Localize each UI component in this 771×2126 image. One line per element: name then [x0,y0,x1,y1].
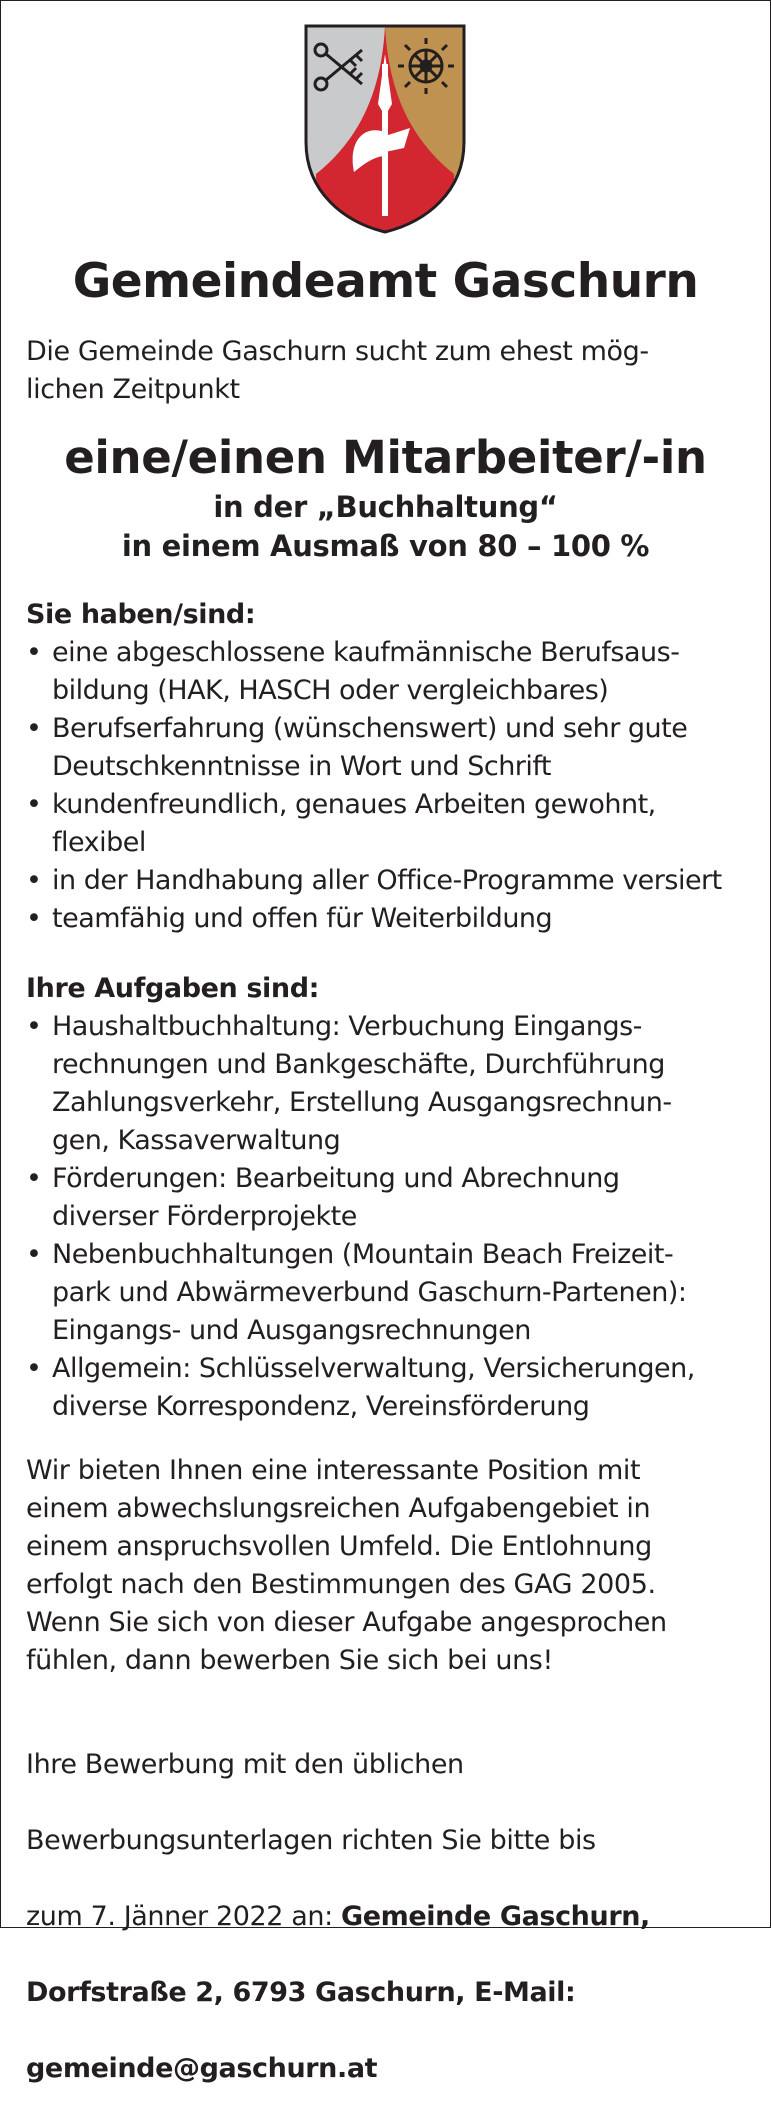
employer-name: Gemeinde Gaschurn, [340,1901,650,1932]
bullet-icon: • [26,1239,42,1270]
list-item: • eine abgeschlossene kaufmännische Berufsaus- bildung (HAK, HASCH oder vergleichbares) [26,634,766,710]
employer-address: Dorfstraße 2, 6793 Gaschurn, E-Mail: [26,1977,576,2008]
job-subtitle: in der „Buchhaltung“ in einem Ausmaß von 80 – 100 % [121,490,650,563]
bullet-icon: • [26,637,42,668]
tasks-list [26,1008,766,1426]
list-item: • teamfähig und offen für Weiterbildung [26,900,766,938]
list-item: • Nebenbuchhaltungen (Mountain Beach Freizeit- park und Abwärmeverbund Gaschurn-Partenen): Eingangs- und Ausgangsrechnungen [26,1236,766,1350]
list-item: • Haushaltbuchhaltung: Verbuchung Eingangs- rechnungen und Bankgeschäfte, Durchführung Zahlungsverkehr, Erstellung Ausgangsrechnun- gen, Kassaverwaltung [26,1008,766,1160]
bullet-icon: • [26,903,42,934]
coat-of-arms [304,24,466,234]
list-item: • kundenfreundlich, genaues Arbeiten gewohnt, flexibel [26,786,766,862]
list-item: • in der Handhabung aller Office-Programme versiert [26,862,766,900]
intro-text: Die Gemeinde Gaschurn sucht zum ehest mög- lichen Zeitpunkt [26,336,649,405]
application-text: Ihre Bewerbung mit den üblichen Bewerbungsunterlagen richten Sie bitte bis zum 7. Jänner 2022 an: Gemeinde Gaschurn, Dorfstraße 2, 6793 Gaschurn, E-Mail: gemeinde@gaschurn.at [26,1708,650,2126]
bullet-icon: • [26,1353,42,1384]
page-title: Gemeindeamt Gaschurn [72,254,699,309]
job-title: eine/einen Mitarbeiter/-in [64,431,707,484]
requirements-heading: Sie haben/sind: [26,599,256,630]
bullet-icon: • [26,1011,42,1042]
bullet-icon: • [26,865,42,896]
tasks-heading: Ihre Aufgaben sind: [26,973,320,1004]
list-item: • Förderungen: Bearbeitung und Abrechnung diverser Förderprojekte [26,1160,766,1236]
email-link[interactable]: gemeinde@gaschurn.at [26,2053,378,2084]
bullet-icon: • [26,789,42,820]
bullet-icon: • [26,1163,42,1194]
list-item: • Allgemein: Schlüsselverwaltung, Versicherungen, diverse Korrespondenz, Vereinsförderung [26,1350,766,1426]
list-item: • Berufserfahrung (wünschenswert) und sehr gute Deutschkenntnisse in Wort und Schrift [26,710,766,786]
bullet-icon: • [26,713,42,744]
requirements-list [26,634,766,938]
offer-text: Wir bieten Ihnen eine interessante Position mit einem abwechslungsreichen Aufgabengebiet in einem anspruchsvollen Umfeld. Die Entlohnung erfolgt nach den Bestimmungen des GAG 2005. Wenn Sie sich von dieser Aufgabe angesprochen fühlen, dann bewerben Sie sich bei uns! [26,1455,667,1676]
